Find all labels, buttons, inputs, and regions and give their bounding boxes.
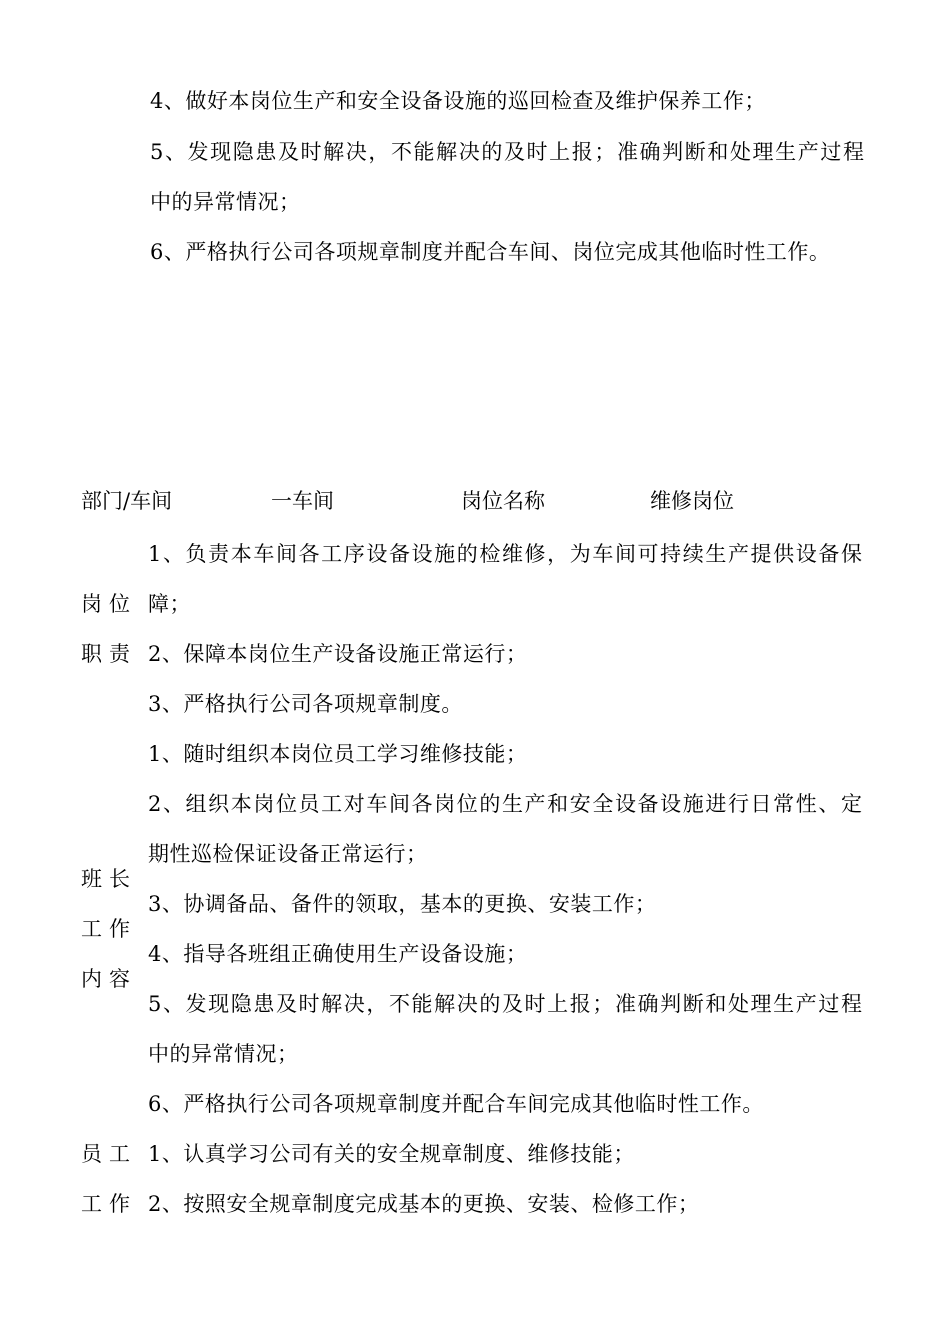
leader-item-3: 3、协调备品、备件的领取，基本的更换、安装工作； — [148, 892, 657, 916]
dept-label: 部门/车间 — [81, 489, 173, 513]
leader-item-2-continued: 期性巡检保证设备正常运行； — [148, 842, 428, 866]
leader-label-line3: 内容 — [81, 967, 137, 991]
leader-item-2: 2、组织本岗位员工对车间各岗位的生产和安全设备设施进行日常性、定 — [148, 792, 864, 816]
dept-value: 一车间 — [271, 489, 334, 513]
top-item-4: 4、做好本岗位生产和安全设备设施的巡回检查及维护保养工作； — [150, 89, 766, 113]
duties-label-line1: 岗位 — [81, 592, 137, 616]
leader-item-1: 1、随时组织本岗位员工学习维修技能； — [148, 742, 528, 766]
post-name-label: 岗位名称 — [461, 489, 545, 513]
staff-item-1: 1、认真学习公司有关的安全规章制度、维修技能； — [148, 1142, 635, 1166]
staff-item-2: 2、按照安全规章制度完成基本的更换、安装、检修工作； — [148, 1192, 700, 1216]
post-name-value: 维修岗位 — [650, 489, 734, 513]
top-item-5: 5、发现隐患及时解决，不能解决的及时上报；准确判断和处理生产过程 — [150, 140, 866, 164]
duty-item-3: 3、严格执行公司各项规章制度。 — [148, 692, 463, 716]
duties-label-line2: 职责 — [81, 642, 137, 666]
top-item-6: 6、严格执行公司各项规章制度并配合车间、岗位完成其他临时性工作。 — [150, 240, 831, 264]
leader-item-4: 4、指导各班组正确使用生产设备设施； — [148, 942, 528, 966]
staff-label-line2: 工作 — [81, 1192, 137, 1216]
leader-label-line2: 工作 — [81, 917, 137, 941]
leader-item-6: 6、严格执行公司各项规章制度并配合车间完成其他临时性工作。 — [148, 1092, 764, 1116]
leader-label-line1: 班长 — [81, 867, 137, 891]
top-item-5-continued: 中的异常情况； — [150, 190, 301, 214]
leader-item-5-continued: 中的异常情况； — [148, 1042, 299, 1066]
leader-item-5: 5、发现隐患及时解决，不能解决的及时上报；准确判断和处理生产过程 — [148, 992, 864, 1016]
staff-label-line1: 员工 — [81, 1142, 137, 1166]
duty-item-1-continued: 障； — [148, 592, 191, 616]
duty-item-2: 2、保障本岗位生产设备设施正常运行； — [148, 642, 528, 666]
duty-item-1: 1、负责本车间各工序设备设施的检维修，为车间可持续生产提供设备保 — [148, 542, 864, 566]
